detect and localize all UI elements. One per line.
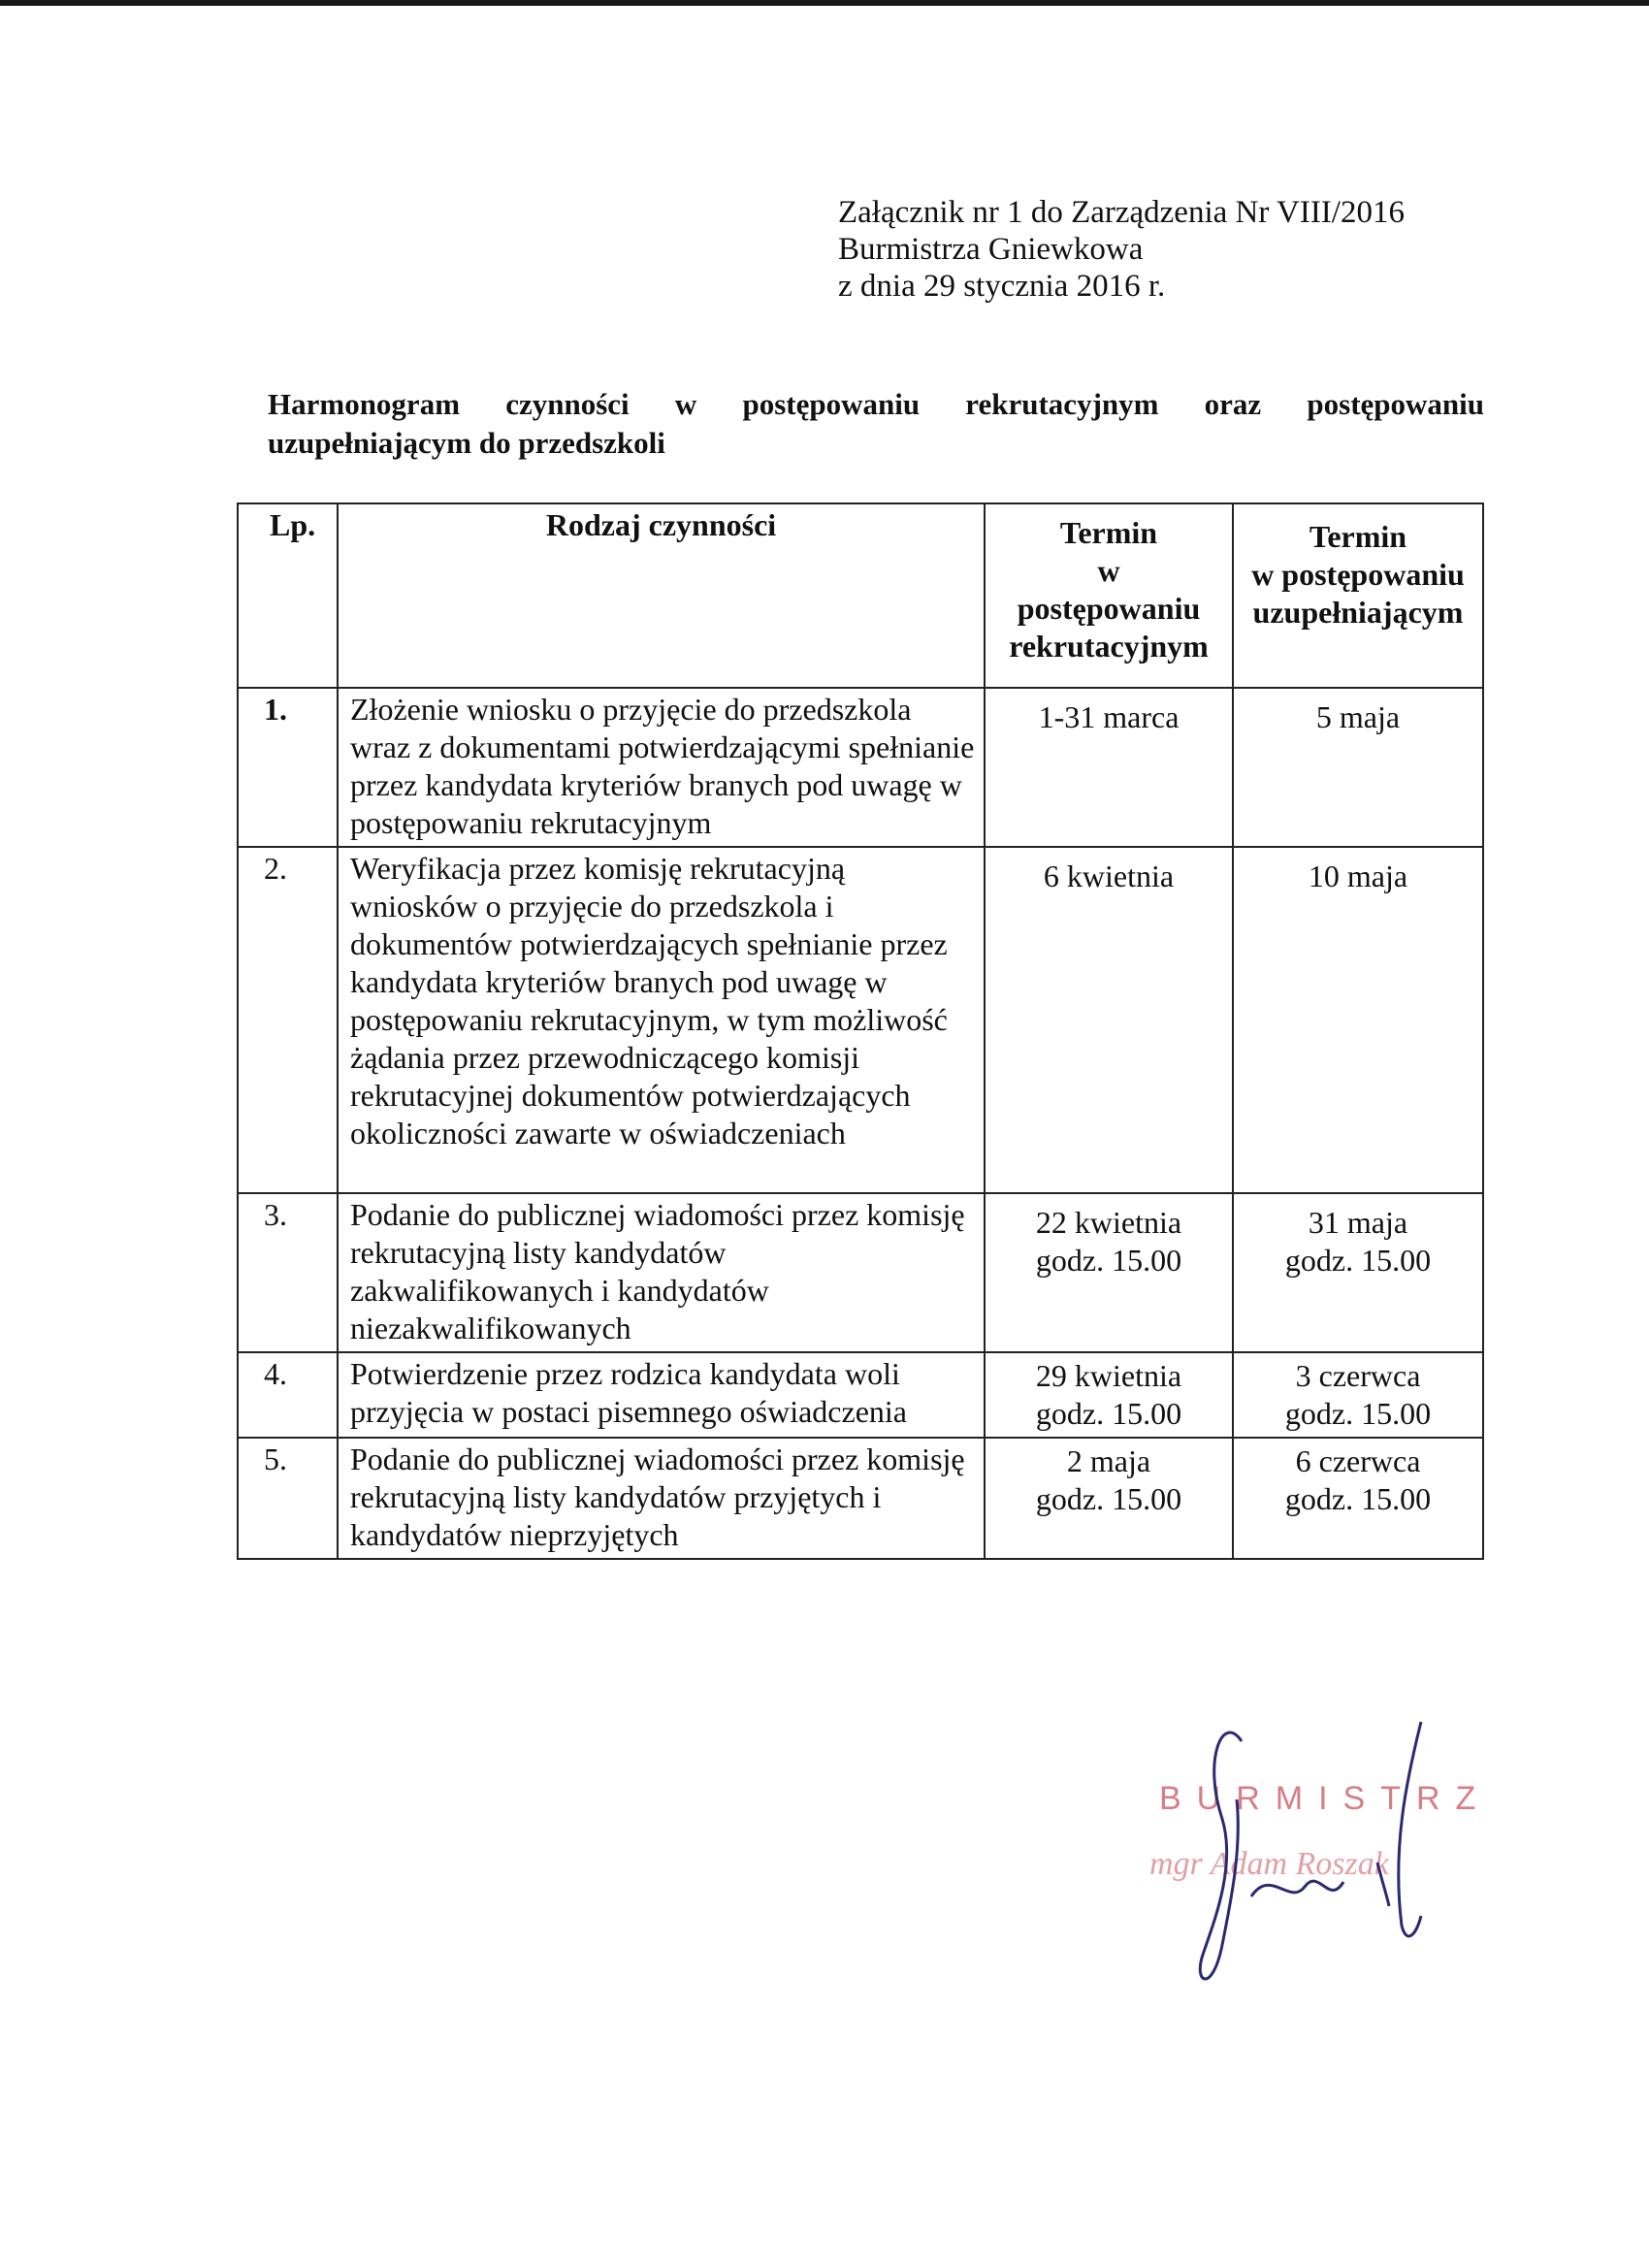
row-activity: Potwierdzenie przez rodzica kandydata woli przyjęcia w postaci pisemnego oświadczenia [338, 1352, 985, 1438]
term-line: godz. 15.00 [1284, 1481, 1432, 1516]
title-word: rekrutacyjnym [965, 387, 1159, 421]
row-activity: Podanie do publicznej wiadomości przez komisję rekrutacyjną listy kandydatów przyjętych i kandydatów nieprzyjętych [338, 1438, 985, 1559]
term-line: godz. 15.00 [1284, 1396, 1432, 1431]
title-line-2: uzupełniającym do przedszkoli [268, 426, 665, 460]
term-line: 22 kwietnia [1035, 1205, 1182, 1240]
stamp-name: mgr Adam Roszak [1149, 1846, 1389, 1882]
title-word: czynności [505, 387, 630, 421]
date-line: z dnia 29 stycznia 2016 r. [838, 269, 1166, 304]
table-row [238, 1193, 1483, 1352]
row-term-supplementary [1233, 1193, 1483, 1352]
title-word: Harmonogram [268, 387, 461, 421]
scan-top-edge [0, 0, 1649, 6]
header-term-line: w [1097, 553, 1120, 588]
row-term-supplementary [1233, 1438, 1483, 1559]
term-line: 29 kwietnia [1035, 1358, 1182, 1393]
row-activity: Złożenie wniosku o przyjęcie do przedszkola wraz z dokumentami potwierdzającymi spełnianie przez kandydata kryteriów branych pod uwagę w postępowaniu rekrutacyjnym [338, 688, 985, 847]
term-line: 10 maja [1308, 859, 1408, 893]
term-line: 6 czerwca [1295, 1443, 1421, 1478]
attachment-header [838, 194, 1405, 305]
table-row [238, 847, 1483, 1193]
table-row [238, 688, 1483, 847]
row-term-supplementary [1233, 847, 1483, 1193]
attachment-line: Załącznik nr 1 do Zarządzenia Nr VIII/2016 [838, 195, 1405, 230]
header-term-line: Termin [1059, 515, 1158, 550]
row-lp: 4. [238, 1352, 338, 1438]
header-lp: Lp. [238, 503, 338, 688]
header-term-line: w postępowaniu [1251, 557, 1465, 592]
title-word: postępowaniu [1307, 387, 1484, 421]
term-line: 3 czerwca [1295, 1358, 1421, 1393]
row-term-recruitment [985, 1193, 1233, 1352]
row-term-recruitment [985, 847, 1233, 1193]
header-term-line: postępowaniu [1017, 591, 1201, 626]
header-term-line: Termin [1309, 519, 1407, 554]
row-term-supplementary [1233, 1352, 1483, 1438]
term-line: 2 maja [1066, 1443, 1151, 1478]
term-line: 6 kwietnia [1043, 859, 1175, 893]
title-word: postępowaniu [742, 387, 921, 421]
title-word: w [674, 387, 697, 421]
header-term-recruitment [985, 503, 1233, 688]
row-term-recruitment [985, 1438, 1233, 1559]
header-term-line: uzupełniającym [1252, 595, 1464, 630]
row-lp: 1. [238, 688, 338, 847]
table-header-row [238, 503, 1483, 688]
table-row [238, 1438, 1483, 1559]
row-lp: 3. [238, 1193, 338, 1352]
term-line: 5 maja [1315, 699, 1401, 734]
term-line: 1-31 marca [1038, 699, 1180, 734]
table-row [238, 1352, 1483, 1438]
row-activity: Weryfikacja przez komisję rekrutacyjną wniosków o przyjęcie do przedszkola i dokumentów potwierdzających spełnianie przez kandydata kryteriów branych pod uwagę w postępowaniu rekrutacyjnym, w tym możliwość żądania przez przewodniczącego komisji rekrutacyjnej dokumentów potwierdzających okoliczności zawarte w oświadczeniach [338, 847, 985, 1193]
document-title [268, 385, 1484, 463]
row-lp: 2. [238, 847, 338, 1193]
schedule-table [237, 502, 1484, 1560]
term-line: godz. 15.00 [1284, 1243, 1432, 1278]
header-activity: Rodzaj czynności [338, 503, 985, 688]
handwritten-signature [1183, 1702, 1445, 1993]
stamp-title: BURMISTRZ [1159, 1780, 1492, 1817]
term-line: godz. 15.00 [1035, 1481, 1182, 1516]
row-term-recruitment [985, 688, 1233, 847]
term-line: godz. 15.00 [1035, 1243, 1182, 1278]
row-term-supplementary [1233, 688, 1483, 847]
header-term-line: rekrutacyjnym [1009, 629, 1209, 664]
row-lp: 5. [238, 1438, 338, 1559]
issuer-line: Burmistrza Gniewkowa [838, 232, 1144, 267]
title-word: oraz [1204, 387, 1262, 421]
title-line-1 [268, 385, 1484, 424]
header-term-supplementary [1233, 503, 1483, 688]
term-line: godz. 15.00 [1035, 1396, 1182, 1431]
term-line: 31 maja [1308, 1205, 1408, 1240]
row-term-recruitment [985, 1352, 1233, 1438]
row-activity: Podanie do publicznej wiadomości przez komisję rekrutacyjną listy kandydatów zakwalifikowanych i kandydatów niezakwalifikowanych [338, 1193, 985, 1352]
